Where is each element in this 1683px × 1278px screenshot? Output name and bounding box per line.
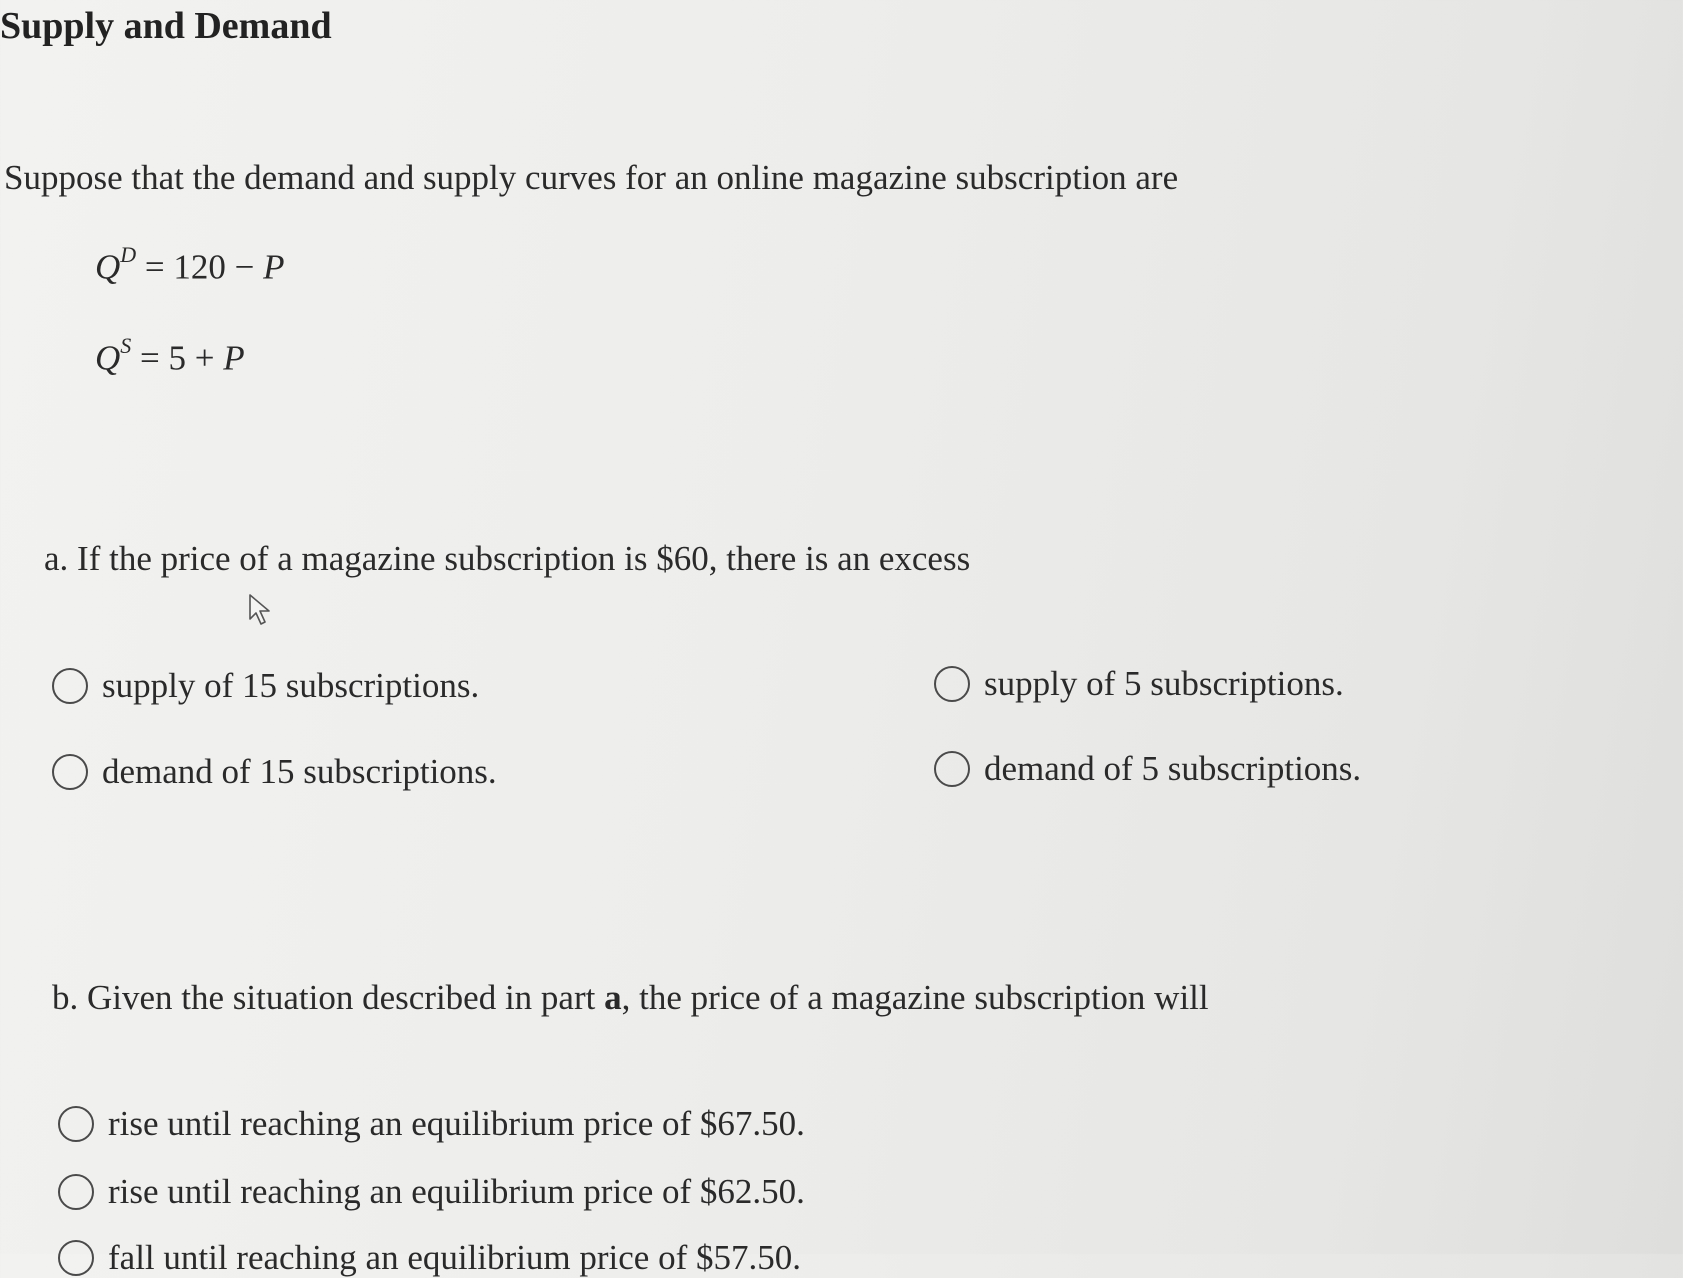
option-b-fall-57-50[interactable] <box>58 1238 801 1278</box>
option-a-excess-demand-15[interactable] <box>52 752 497 792</box>
option-label: demand of 15 subscriptions. <box>102 752 497 791</box>
demand-superscript: D <box>120 242 137 267</box>
option-label: supply of 5 subscriptions. <box>984 664 1344 703</box>
option-a-excess-demand-5[interactable] <box>934 749 1361 789</box>
question-a-text: a. If the price of a magazine subscription is $60, there is an excess <box>44 539 971 578</box>
option-label: rise until reaching an equilibrium price of $62.50. <box>108 1172 805 1211</box>
question-b-part-ref: a <box>604 978 622 1017</box>
question-b-text <box>52 978 1209 1018</box>
supply-equation <box>95 333 245 379</box>
demand-rhs-const: = 120 − <box>136 247 264 287</box>
problem-intro: Suppose that the demand and supply curves for an online magazine subscription are <box>4 158 1179 197</box>
demand-equation <box>95 242 285 288</box>
supply-rhs-var: P <box>223 338 245 378</box>
option-a-excess-supply-5[interactable] <box>934 664 1344 704</box>
option-label: fall until reaching an equilibrium price of $57.50. <box>108 1238 801 1277</box>
demand-rhs-var: P <box>263 247 285 287</box>
radio-unselected-icon[interactable] <box>934 751 970 787</box>
question-b-prefix: b. Given the situation described in part <box>52 978 605 1017</box>
demand-lhs: Q <box>95 247 121 287</box>
option-label: demand of 5 subscriptions. <box>984 749 1362 788</box>
option-label: rise until reaching an equilibrium price of $67.50. <box>108 1104 805 1143</box>
option-label: supply of 15 subscriptions. <box>102 666 480 705</box>
radio-unselected-icon[interactable] <box>58 1106 94 1142</box>
option-b-rise-67-50[interactable] <box>58 1104 805 1144</box>
mouse-pointer-icon <box>248 593 276 627</box>
radio-unselected-icon[interactable] <box>58 1174 94 1210</box>
supply-lhs: Q <box>95 338 121 378</box>
option-b-rise-62-50[interactable] <box>58 1172 805 1212</box>
option-a-excess-supply-15[interactable] <box>52 666 479 706</box>
radio-unselected-icon[interactable] <box>934 666 970 702</box>
radio-unselected-icon[interactable] <box>52 668 88 704</box>
radio-unselected-icon[interactable] <box>58 1240 94 1276</box>
radio-unselected-icon[interactable] <box>52 754 88 790</box>
supply-superscript: S <box>120 333 132 358</box>
question-b-suffix: , the price of a magazine subscription will <box>621 978 1209 1017</box>
page-title: Supply and Demand <box>0 5 332 47</box>
supply-rhs-const: = 5 + <box>131 338 224 378</box>
